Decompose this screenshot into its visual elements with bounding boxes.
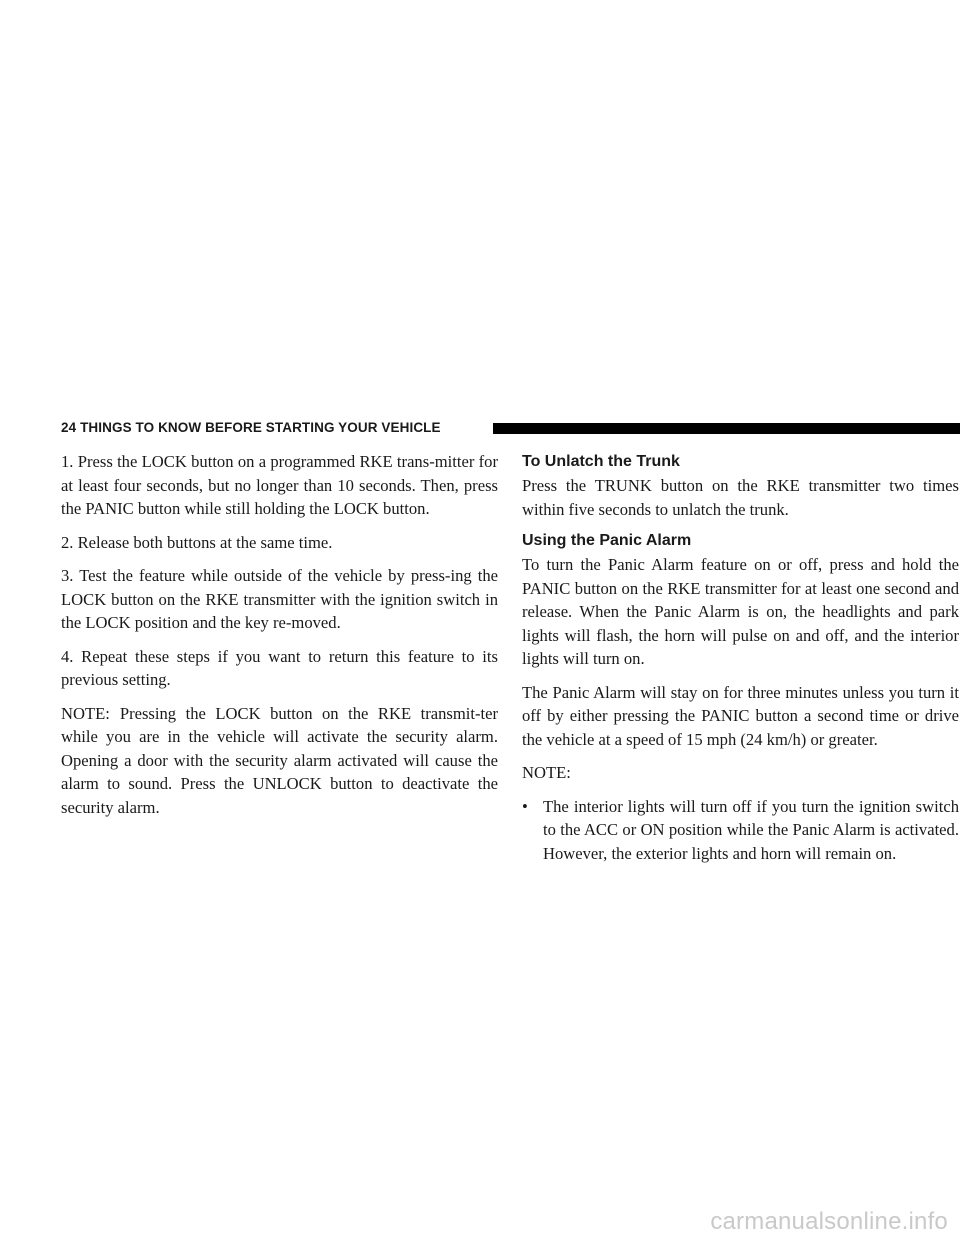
left-column [61,450,498,829]
bullet-icon: • [522,796,528,816]
note-paragraph [61,702,498,820]
note-heading: NOTE: [522,763,571,782]
panic-alarm-heading: Using the Panic Alarm [522,532,692,549]
note-bullet-text: The interior lights will turn off if you turn the ignition switch to the ACC or ON position while the Panic Alarm is activated. However, the exterior lights and horn will remain on. [543,796,959,863]
panic-alarm-paragraph-2: The Panic Alarm will stay on for three minutes unless you turn it off by either pressing the PANIC button a second time or drive the vehicle at a speed of 15 mph (24 km/h) or greater. [522,682,959,749]
note-bullet-item [522,795,959,866]
page-header-title: 24 THINGS TO KNOW BEFORE STARTING YOUR VEHICLE [61,420,441,435]
page-header [61,418,901,438]
watermark-logo: carmanualsonline.info [710,1208,948,1235]
header-rule-bar [493,423,960,434]
note-label: NOTE: [61,703,110,723]
step-1-paragraph: 1. Press the LOCK button on a programmed RKE trans-mitter for at least four seconds, but no longer than 10 seconds. Then, press the PANIC button while still holding the LOCK button. [61,452,498,518]
trunk-paragraph: Press the TRUNK button on the RKE transmitter two times within five seconds to unlatch the trunk. [522,476,959,519]
panic-alarm-paragraph-1: To turn the Panic Alarm feature on or off, press and hold the PANIC button on the RKE transmitter for at least one second and release. When the Panic Alarm is on, the headlights and park lights will flash, the horn will pulse on and off, and the interior lights will turn on. [522,555,959,668]
step-2-paragraph: 2. Release both buttons at the same time. [61,532,333,552]
trunk-heading: To Unlatch the Trunk [522,453,680,470]
note-text: Pressing the LOCK button on the RKE transmit-ter while you are in the vehicle will activate the security alarm. Opening a door with the security alarm activated will cause the alarm to sound. Press the UNLOCK button to deactivate the security alarm. [61,703,498,817]
step-4-paragraph: 4. Repeat these steps if you want to return this feature to its previous setting. [61,646,498,689]
step-3-paragraph: 3. Test the feature while outside of the vehicle by press-ing the LOCK button on the RKE transmitter with the ignition switch in the LOCK position and the key re-moved. [61,566,498,632]
right-column [522,450,959,865]
